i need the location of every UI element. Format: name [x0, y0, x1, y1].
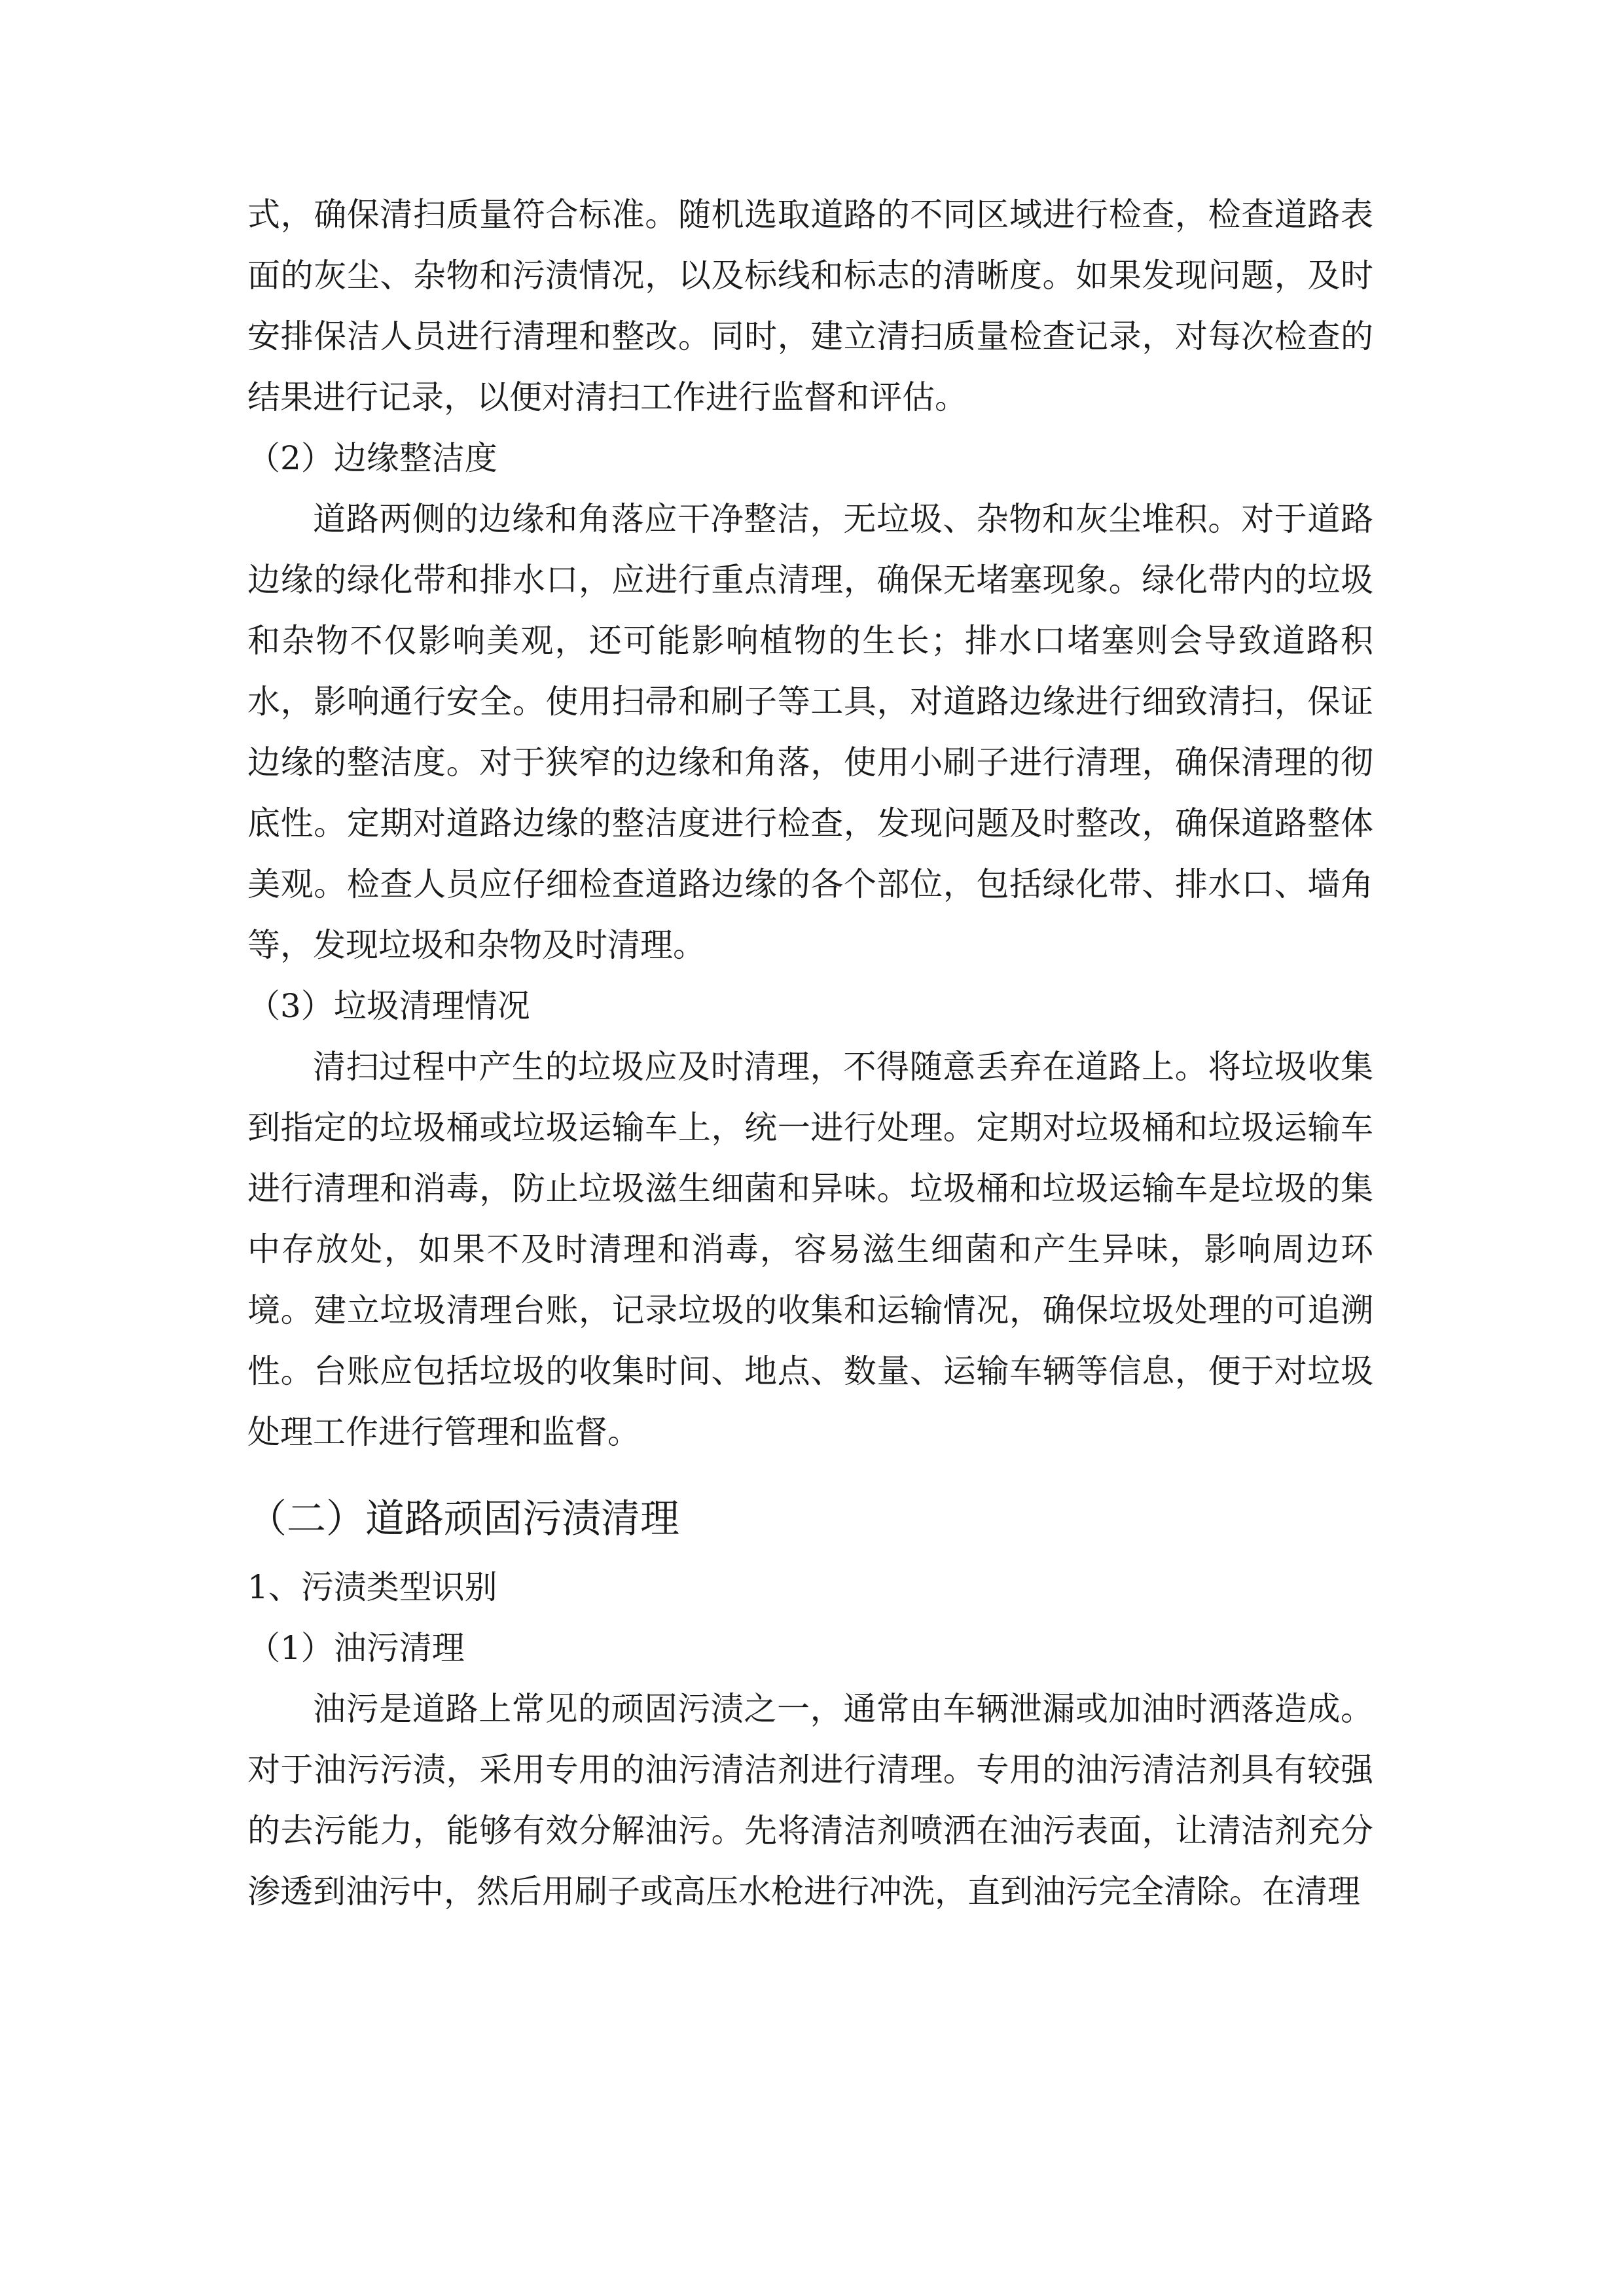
subheading-edge-cleanliness: （2）边缘整洁度	[247, 439, 497, 477]
subheading-garbage-cleanup: （3）垃圾清理情况	[247, 987, 530, 1025]
document-body	[247, 185, 1373, 1922]
paragraph-edge-cleanliness: 道路两侧的边缘和角落应干净整洁，无垃圾、杂物和灰尘堆积。对于道路边缘的绿化带和排水口，应进行重点清理，确保无堵塞现象。绿化带内的垃圾和杂物不仅影响美观，还可能影响植物的生长；排水口堵塞则会导致道路积水，影响通行安全。使用扫帚和刷子等工具，对道路边缘进行细致清扫，保证边缘的整洁度。对于狭窄的边缘和角落，使用小刷子进行清理，确保清理的彻底性。定期对道路边缘的整洁度进行检查，发现问题及时整改，确保道路整体美观。检查人员应仔细检查道路边缘的各个部位，包括绿化带、排水口、墙角等，发现垃圾和杂物及时清理。	[247, 500, 1373, 964]
paragraph-garbage-cleanup: 清扫过程中产生的垃圾应及时清理，不得随意丢弃在道路上。将垃圾收集到指定的垃圾桶或垃圾运输车上，统一进行处理。定期对垃圾桶和垃圾运输车进行清理和消毒，防止垃圾滋生细菌和异味。垃圾桶和垃圾运输车是垃圾的集中存放处，如果不及时清理和消毒，容易滋生细菌和产生异味，影响周边环境。建立垃圾清理台账，记录垃圾的收集和运输情况，确保垃圾处理的可追溯性。台账应包括垃圾的收集时间、地点、数量、运输车辆等信息，便于对垃圾处理工作进行管理和监督。	[247, 1048, 1373, 1451]
subheading-oil-cleanup: （1）油污清理	[247, 1629, 465, 1667]
paragraph-inspection-continued: 式，确保清扫质量符合标准。随机选取道路的不同区域进行检查，检查道路表面的灰尘、杂物和污渍情况，以及标线和标志的清晰度。如果发现问题，及时安排保洁人员进行清理和整改。同时，建立清扫质量检查记录，对每次检查的结果进行记录，以便对清扫工作进行监督和评估。	[247, 196, 1373, 416]
section-heading-stubborn-stains: （二）道路顽固污渍清理	[247, 1496, 679, 1542]
item-heading-stain-identification: 1、污渍类型识别	[247, 1568, 497, 1606]
paragraph-oil-cleanup: 油污是道路上常见的顽固污渍之一，通常由车辆泄漏或加油时洒落造成。对于油污污渍，采用专用的油污清洁剂进行清理。专用的油污清洁剂具有较强的去污能力，能够有效分解油污。先将清洁剂喷洒在油污表面，让清洁剂充分渗透到油污中，然后用刷子或高压水枪进行冲洗，直到油污完全清除。在清理	[247, 1690, 1373, 1910]
